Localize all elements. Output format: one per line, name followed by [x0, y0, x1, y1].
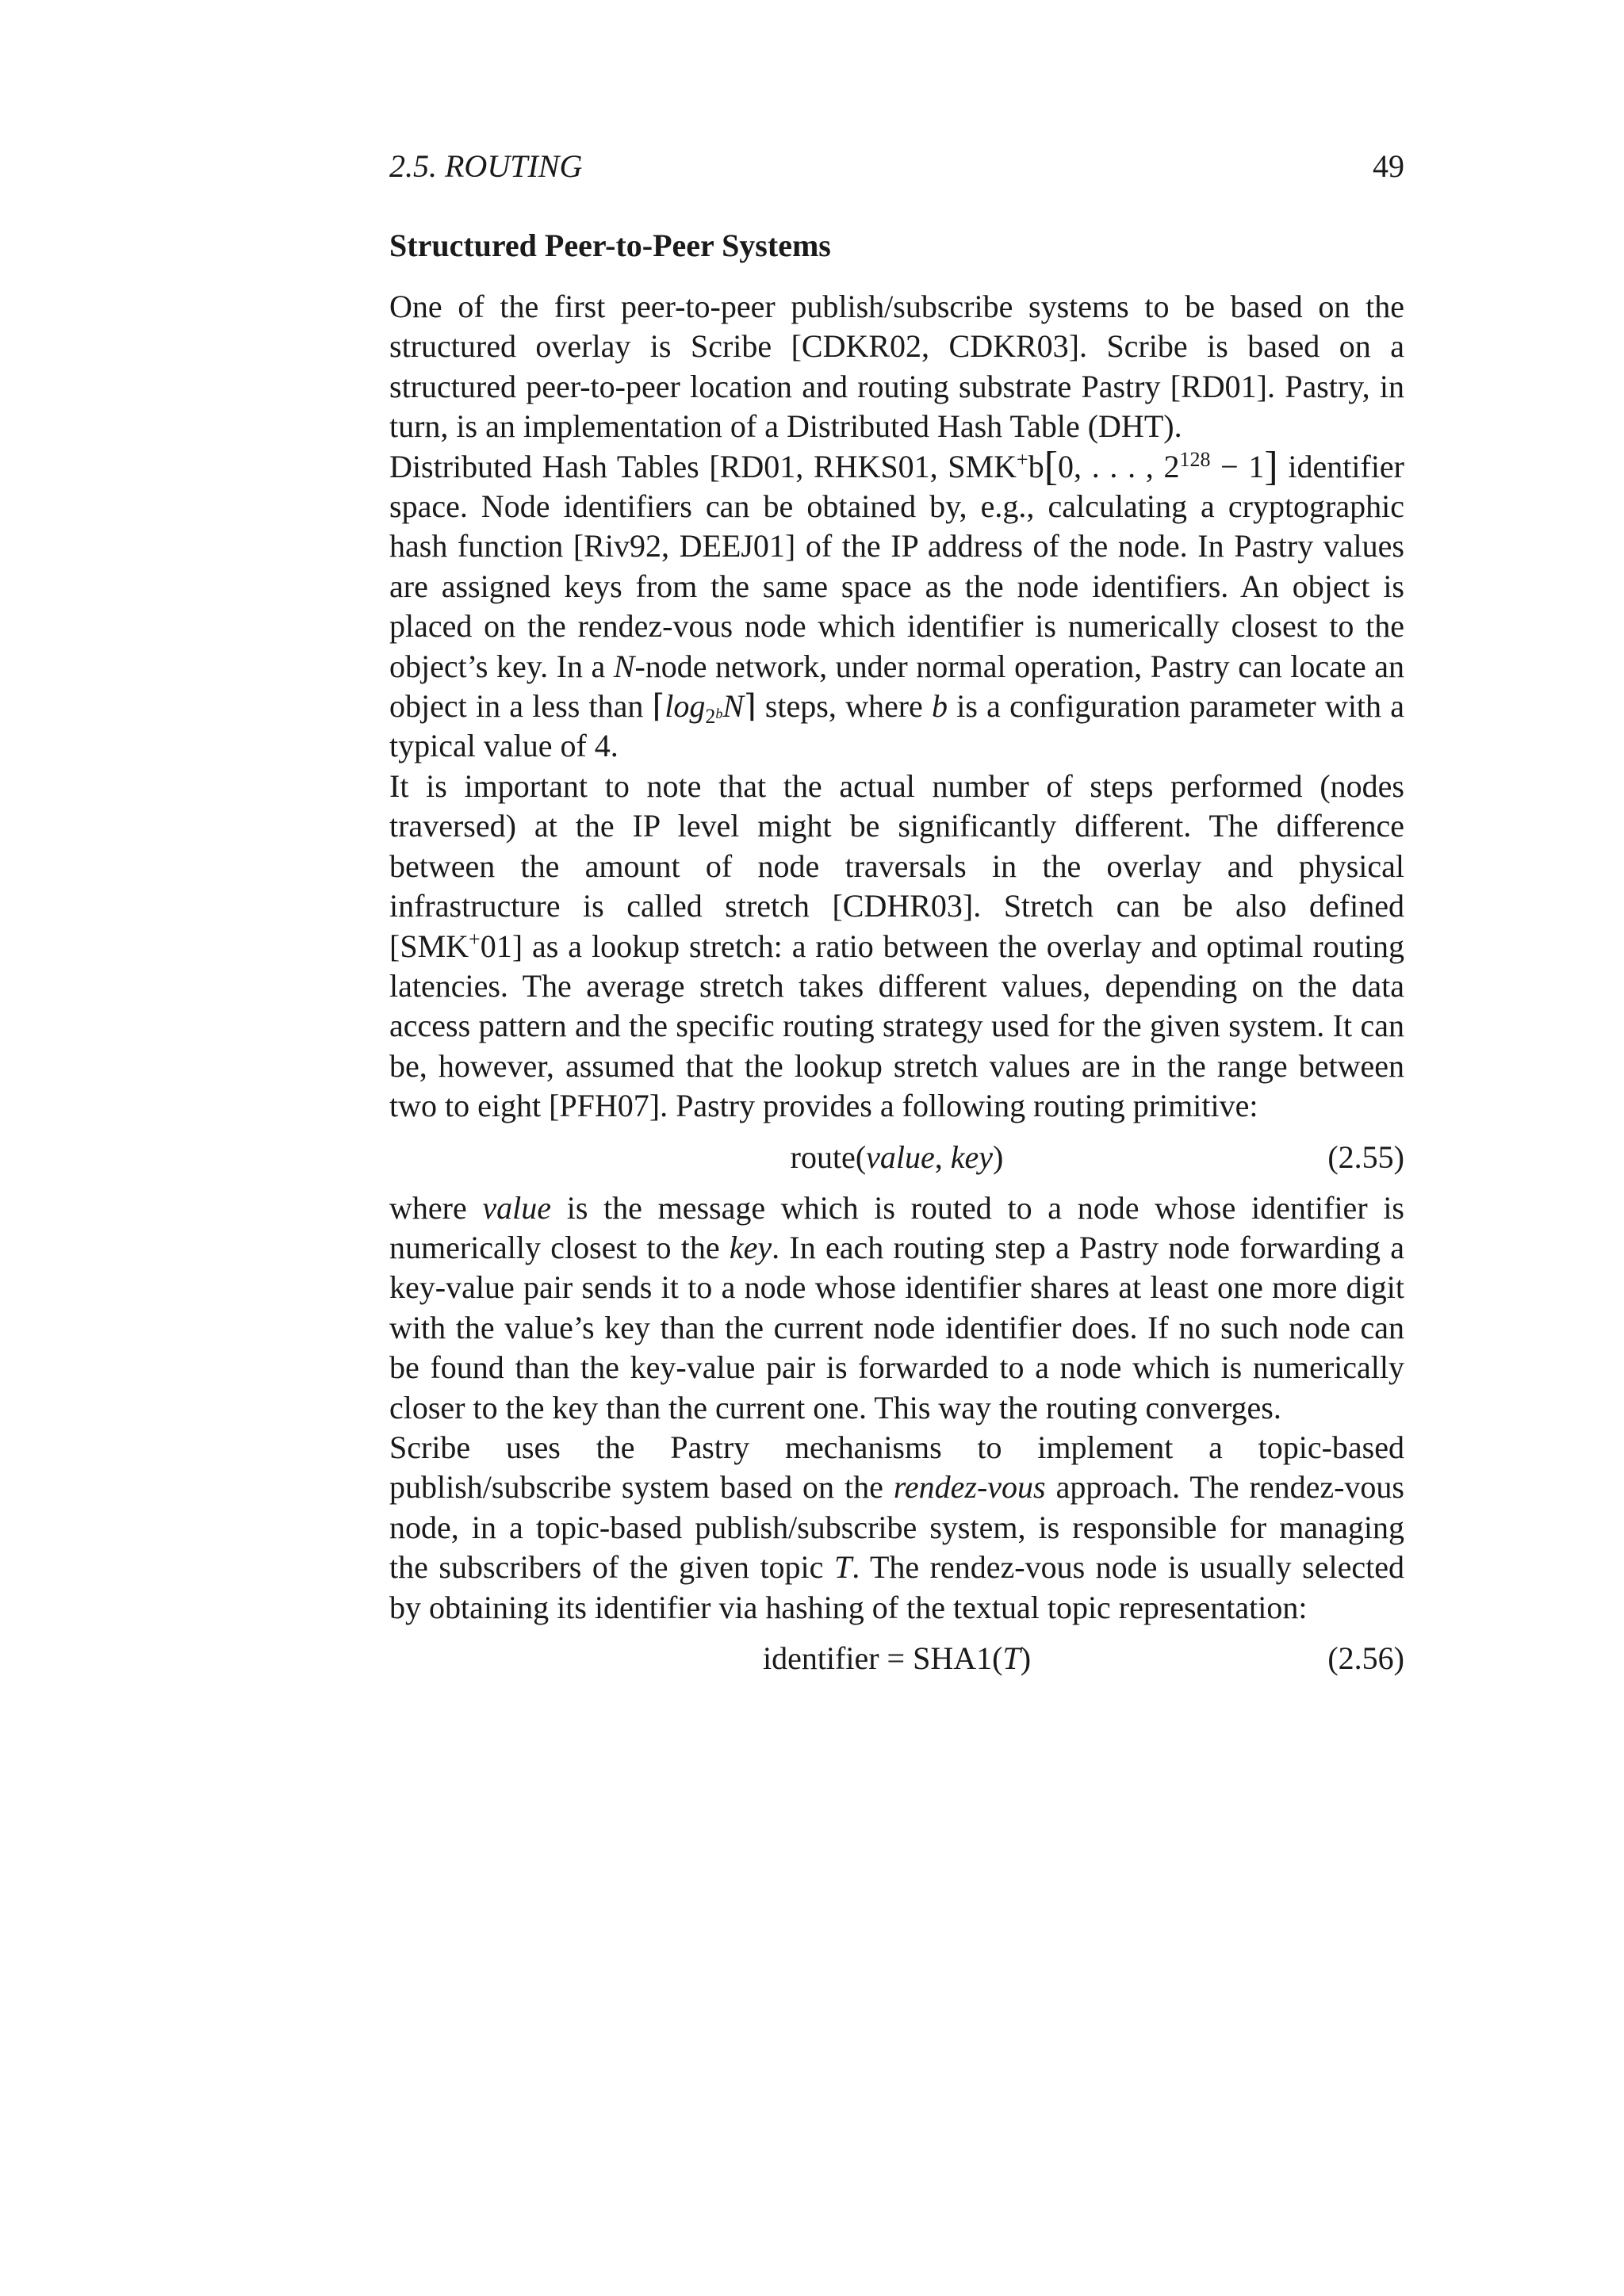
equation-2-56 — [389, 1631, 1404, 1686]
equation-expression: route(value, key) — [790, 1138, 1004, 1175]
section-title: Structured Peer-to-Peer Systems — [389, 228, 831, 263]
equation-2-55 — [389, 1130, 1404, 1185]
paragraph-route-explanation: where value is the message which is routed to a node whose identifier is numerically closest to the key. In each routing step a Pastry node forwarding a key-value pair sends it to a node whose identifier shares at least one more digit with the value’s key than the current node identifier does. If no such node can be found than the key-value pair is forwarded to a node which is numerically closer to the key than the current one. This way the routing converges. — [389, 1189, 1404, 1425]
equation-number: (2.55) — [1327, 1138, 1404, 1175]
equation-number: (2.56) — [1327, 1640, 1404, 1676]
equation-expression: identifier = SHA1(T) — [762, 1640, 1032, 1676]
paragraph-scribe: Scribe uses the Pastry mechanisms to implement a topic-based publish/subscribe system based on the rendez-vous approach. The rendez-vous node, in a topic-based publish/subscribe system, is responsible for managing the subscribers of the given topic T. The rendez-vous node is usually selected by obtaining its identifier via hashing of the textual topic representation: — [389, 1429, 1404, 1625]
paragraph-intro: One of the first peer-to-peer publish/subscribe systems to be based on the structured overlay is Scribe [CDKR02, CDKR03]. Scribe is based on a structured peer-to-peer location and routing substrate Pastry [RD01]. Pastry, in turn, is an implementation of a Distributed Hash Table (DHT). — [389, 289, 1404, 445]
page-number: 49 — [1373, 148, 1404, 184]
running-head — [389, 143, 1404, 190]
page — [389, 143, 1404, 1686]
paragraph-stretch: It is important to note that the actual number of steps performed (nodes traversed) at the IP level might be significantly different. The difference between the amount of node traversals in the overlay and physical infrastructure is called stretch [CDHR03]. Stretch can be also defined [SMK+01] as a lookup stretch: a ratio between the overlay and optimal routing latencies. The average stretch takes different values, depending on the data access pattern and the specific routing strategy used for the given system. It can be, however, assumed that the lookup stretch values are in the range between two to eight [PFH07]. Pastry provides a following routing primitive: — [389, 767, 1404, 1124]
range-close-bracket: ] — [1264, 443, 1278, 489]
paragraph-dht: Distributed Hash Tables [RD01, RHKS01, SMK+b[0, . . . , $2^{128} - 1$] identifier space. Node identifiers can be obtained by, e.g., calculating a cryptographic hash function [Riv92, DEEJ01] of the IP address of the node. In Pastry values are assigned keys from the same space as the node identifiers. An object is placed on the rendez-vous node which identifier is numerically closest to the object’s key. In a N-node network, under normal operation, Pastry can locate an object in a less than $⌈\log_{2^b}N⌉$ steps, where b is a configuration parameter with a typical value of 4. — [389, 443, 1405, 764]
range-open-bracket: [ — [1044, 443, 1059, 489]
section-reference: 2.5. ROUTING — [389, 148, 583, 184]
